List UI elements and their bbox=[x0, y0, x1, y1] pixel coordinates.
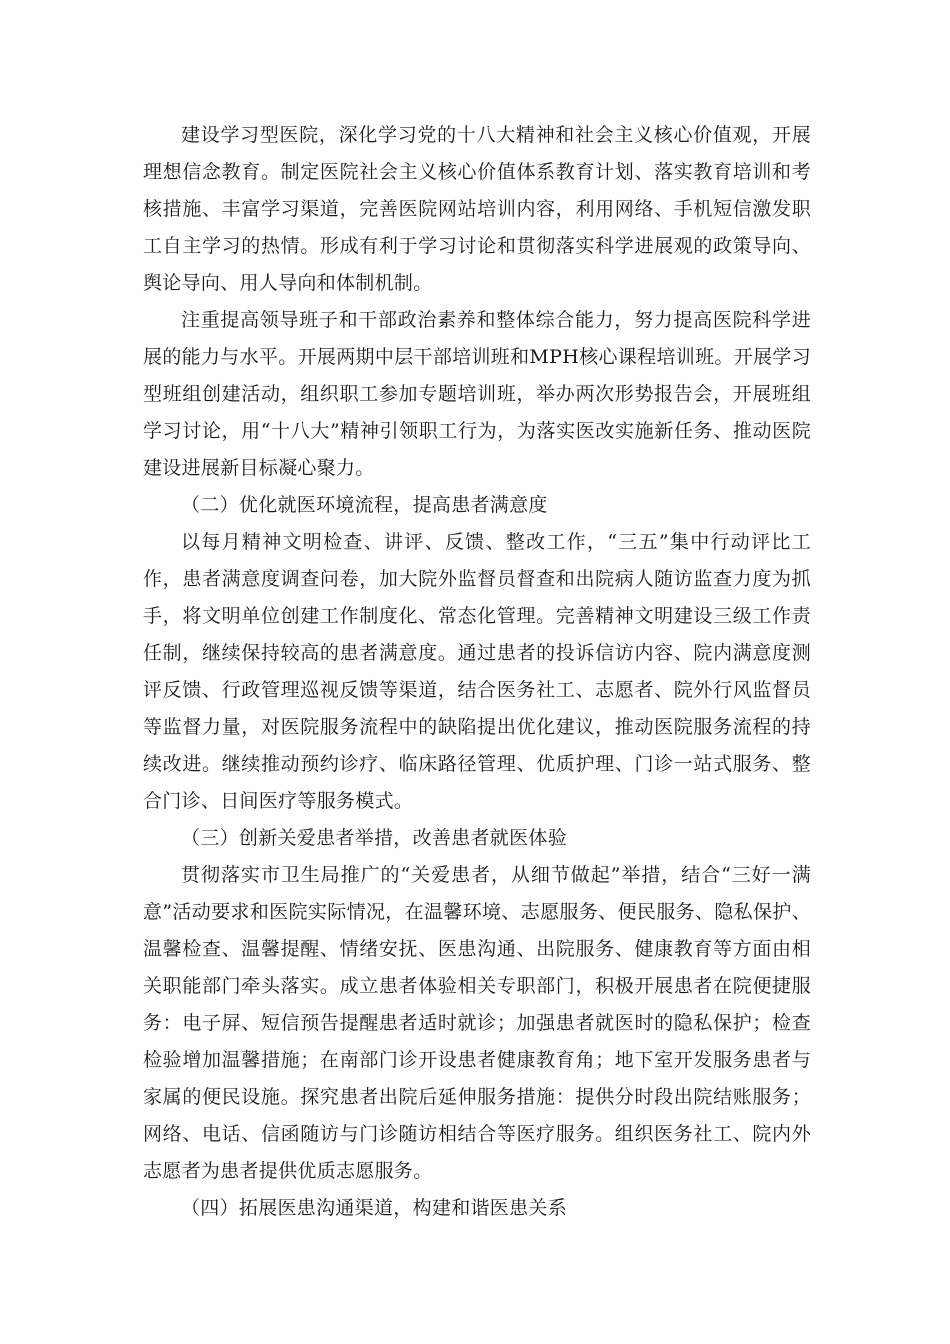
section-heading-2: （二）优化就医环境流程，提高患者满意度 bbox=[181, 494, 548, 516]
section-heading-3: （三）创新关爱患者举措，改善患者就医体验 bbox=[181, 827, 568, 849]
paragraph-learning-hospital: 建设学习型医院，深化学习党的十八大精神和社会主义核心价值观，开展理想信念教育。制定医院社会主义核心价值体系教育计划、落实教育培训和考核措施、丰富学习渠道，完善医院网站培训内容，利用网络、手机短信激发职工自主学习的热情。形成有利于学习讨论和贯彻落实科学进展观的政策导向、舆论导向、用人导向和体制机制。 bbox=[143, 124, 811, 294]
section-heading-4: （四）拓展医患沟通渠道，构建和谐医患关系 bbox=[181, 1197, 568, 1219]
document-body bbox=[143, 117, 811, 1227]
paragraph-leadership-training: 注重提高领导班子和干部政治素养和整体综合能力，努力提高医院科学进展的能力与水平。开展两期中层干部培训班和MPH核心课程培训班。开展学习型班组创建活动，组织职工参加专题培训班，举办两次形势报告会，开展班组学习讨论，用“十八大”精神引领职工行为，为落实医改实施新任务、推动医院建设进展新目标凝心聚力。 bbox=[143, 309, 811, 479]
paragraph-environment-process: 以每月精神文明检查、讲评、反馈、整改工作，“三五”集中行动评比工作，患者满意度调查问卷，加大院外监督员督查和出院病人随访监查力度为抓手，将文明单位创建工作制度化、常态化管理。完善精神文明建设三级工作责任制，继续保持较高的患者满意度。通过患者的投诉信访内容、院内满意度测评反馈、行政管理巡视反馈等渠道，结合医务社工、志愿者、院外行风监督员等监督力量，对医院服务流程中的缺陷提出优化建议，推动医院服务流程的持续改进。继续推动预约诊疗、临床路径管理、优质护理、门诊一站式服务、整合门诊、日间医疗等服务模式。 bbox=[143, 531, 811, 812]
paragraph-patient-care: 贯彻落实市卫生局推广的“关爱患者，从细节做起”举措，结合“三好一满意”活动要求和医院实际情况，在温馨环境、志愿服务、便民服务、隐私保护、温馨检查、温馨提醒、情绪安抚、医患沟通、出院服务、健康教育等方面由相关职能部门牵头落实。成立患者体验相关专职部门，积极开展患者在院便捷服务：电子屏、短信预告提醒患者适时就诊；加强患者就医时的隐私保护；检查检验增加温馨措施；在南部门诊开设患者健康教育角；地下室开发服务患者与家属的便民设施。探究患者出院后延伸服务措施：提供分时段出院结账服务；网络、电话、信函随访与门诊随访相结合等医疗服务。组织医务社工、院内外志愿者为患者提供优质志愿服务。 bbox=[143, 864, 811, 1182]
